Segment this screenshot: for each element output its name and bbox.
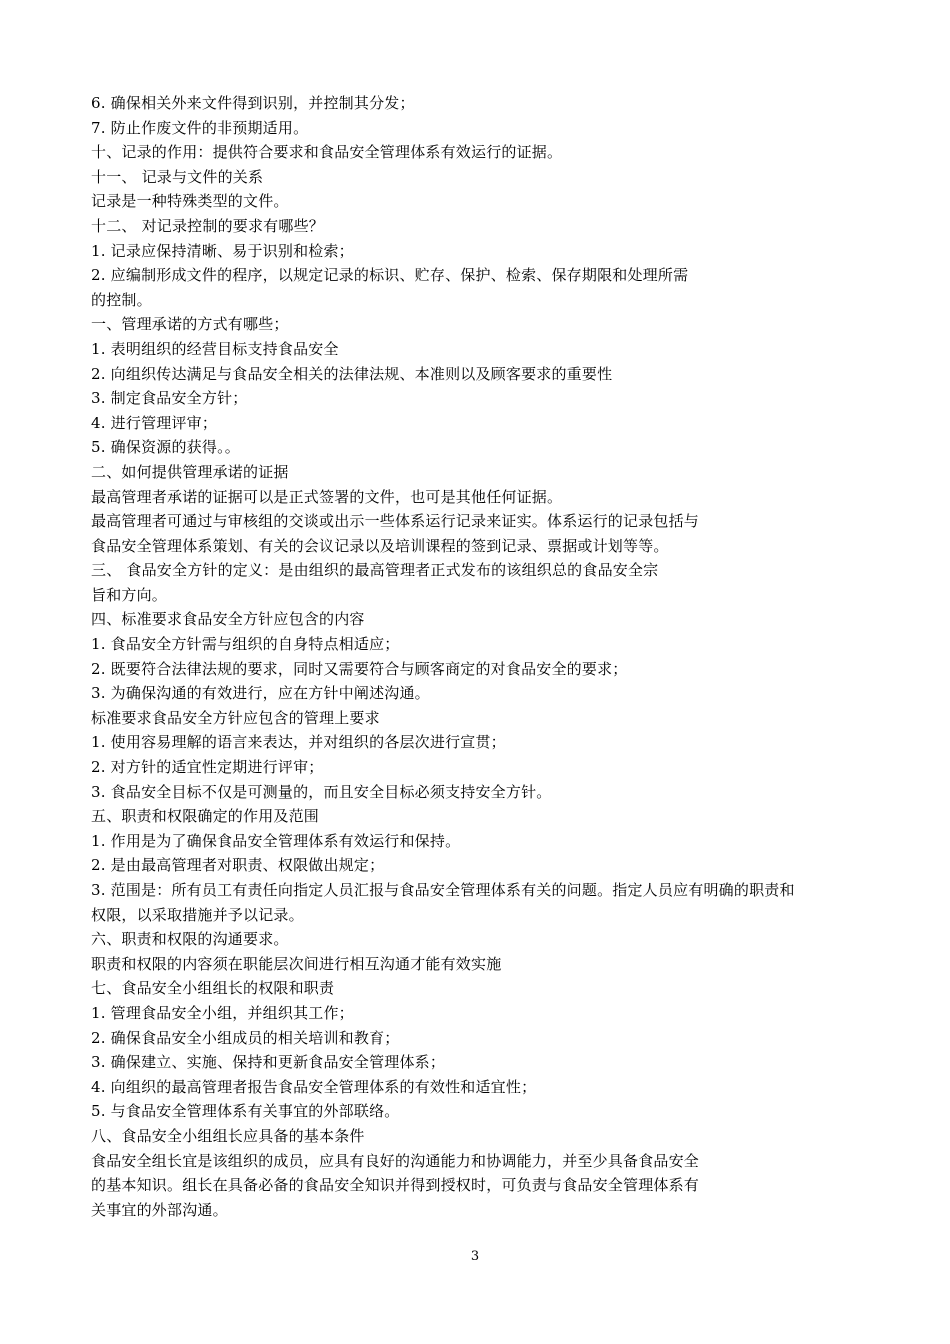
text-line: 关事宜的外部沟通。	[91, 1200, 228, 1219]
text-line: 1. 记录应保持清晰、易于识别和检索；	[91, 241, 354, 260]
text-line: 七、食品安全小组组长的权限和职责	[91, 979, 335, 998]
text-line: 最高管理者可通过与审核组的交谈或出示一些体系运行记录来证实。体系运行的记录包括与	[91, 512, 700, 531]
text-line: 十一、 记录与文件的关系	[91, 167, 264, 186]
text-line: 3. 确保建立、实施、保持和更新食品安全管理体系；	[91, 1053, 446, 1072]
text-line: 2. 对方针的适宜性定期进行评审；	[91, 758, 324, 777]
text-line: 2. 既要符合法律法规的要求，同时又需要符合与顾客商定的对食品安全的要求；	[91, 659, 628, 678]
text-line: 的基本知识。组长在具备必备的食品安全知识并得到授权时，可负责与食品安全管理体系有	[91, 1176, 700, 1195]
text-line: 食品安全组长宜是该组织的成员，应具有良好的沟通能力和协调能力，并至少具备食品安全	[91, 1151, 700, 1170]
text-line: 7. 防止作废文件的非预期适用。	[91, 118, 309, 137]
text-line: 三、 食品安全方针的定义：是由组织的最高管理者正式发布的该组织总的食品安全宗	[91, 561, 659, 580]
text-line: 2. 确保食品安全小组成员的相关培训和教育；	[91, 1028, 400, 1047]
text-line: 十、记录的作用：提供符合要求和食品安全管理体系有效运行的证据。	[91, 143, 563, 162]
text-line: 十二、 对记录控制的要求有哪些？	[91, 216, 324, 235]
text-line: 3. 为确保沟通的有效进行，应在方针中阐述沟通。	[91, 684, 430, 703]
text-line: 权限，以采取措施并予以记录。	[91, 905, 304, 924]
text-line: 四、标准要求食品安全方针应包含的内容	[91, 610, 365, 629]
text-line: 1. 管理食品安全小组，并组织其工作；	[91, 1003, 354, 1022]
text-line: 六、职责和权限的沟通要求。	[91, 930, 289, 949]
text-line: 二、如何提供管理承诺的证据	[91, 462, 289, 481]
text-line: 4. 向组织的最高管理者报告食品安全管理体系的有效性和适宜性；	[91, 1077, 537, 1096]
text-line: 4. 进行管理评审；	[91, 413, 218, 432]
text-line: 记录是一种特殊类型的文件。	[91, 192, 289, 211]
text-line: 1. 使用容易理解的语言来表达，并对组织的各层次进行宣贯；	[91, 733, 506, 752]
text-line: 的控制。	[91, 290, 152, 309]
text-line: 6. 确保相关外来文件得到识别，并控制其分发；	[91, 94, 415, 112]
document-body	[91, 91, 881, 1222]
text-line: 3. 制定食品安全方针；	[91, 389, 248, 408]
text-line: 一、管理承诺的方式有哪些；	[91, 315, 289, 334]
page-number: 3	[470, 1249, 480, 1264]
text-line: 3. 范围是：所有员工有责任向指定人员汇报与食品安全管理体系有关的问题。指定人员应有明确的职责和	[91, 881, 795, 899]
text-line: 标准要求食品安全方针应包含的管理上要求	[91, 708, 380, 727]
text-line: 职责和权限的内容须在职能层次间进行相互沟通才能有效实施	[91, 954, 502, 973]
text-line: 1. 表明组织的经营目标支持食品安全	[91, 339, 339, 358]
text-line: 2. 是由最高管理者对职责、权限做出规定；	[91, 856, 385, 875]
text-line: 5. 确保资源的获得。。	[91, 438, 240, 457]
text-line: 五、职责和权限确定的作用及范围	[91, 807, 320, 826]
text-line: 1. 作用是为了确保食品安全管理体系有效运行和保持。	[91, 831, 461, 850]
text-line: 2. 应编制形成文件的程序，以规定记录的标识、贮存、保护、检索、保存期限和处理所需	[91, 266, 689, 285]
text-line: 旨和方向。	[91, 585, 168, 604]
text-line: 3. 食品安全目标不仅是可测量的，而且安全目标必须支持安全方针。	[91, 782, 552, 801]
text-line: 5. 与食品安全管理体系有关事宜的外部联络。	[91, 1102, 400, 1121]
text-line: 最高管理者承诺的证据可以是正式签署的文件，也可是其他任何证据。	[91, 487, 563, 506]
text-line: 八、食品安全小组组长应具备的基本条件	[91, 1126, 365, 1145]
text-line: 2. 向组织传达满足与食品安全相关的法律法规、本准则以及顾客要求的重要性	[91, 364, 613, 383]
text-line: 食品安全管理体系策划、有关的会议记录以及培训课程的签到记录、票据或计划等等。	[91, 536, 669, 555]
text-line: 1. 食品安全方针需与组织的自身特点相适应；	[91, 635, 400, 654]
